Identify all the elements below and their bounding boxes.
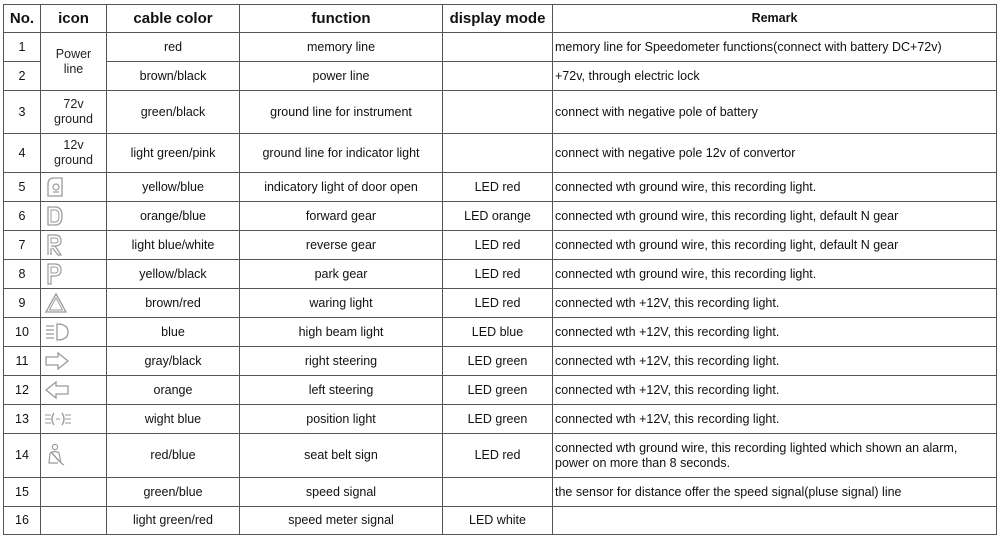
cell-display-mode: LED blue — [443, 318, 553, 347]
cell-no: 9 — [4, 289, 41, 318]
cell-function: position light — [240, 405, 443, 434]
cell-display-mode — [443, 134, 553, 173]
cell-no: 12 — [4, 376, 41, 405]
header-function: function — [240, 5, 443, 33]
cell-no: 4 — [4, 134, 41, 173]
cell-function: forward gear — [240, 202, 443, 231]
table-row — [4, 376, 997, 405]
cell-cable-color: yellow/black — [107, 260, 240, 289]
cell-display-mode — [443, 62, 553, 91]
cell-function: waring light — [240, 289, 443, 318]
forward-gear-D-icon — [41, 202, 107, 231]
cell-cable-color: orange — [107, 376, 240, 405]
cell-no: 8 — [4, 260, 41, 289]
cell-icon-empty — [41, 478, 107, 507]
power-line-label — [41, 33, 107, 91]
remark-line-2: power on more than 8 seconds. — [555, 455, 731, 470]
cell-cable-color: orange/blue — [107, 202, 240, 231]
cell-function: high beam light — [240, 318, 443, 347]
cell-function: indicatory light of door open — [240, 173, 443, 202]
table-row — [4, 434, 997, 478]
cell-no: 14 — [4, 434, 41, 478]
table-row — [4, 134, 997, 173]
seat-belt-icon — [41, 434, 107, 478]
cell-icon-empty — [41, 507, 107, 535]
cell-cable-color: wight blue — [107, 405, 240, 434]
cell-remark: connected wth ground wire, this recording light. — [553, 260, 997, 289]
cell-no: 1 — [4, 33, 41, 62]
warning-triangle-icon — [41, 289, 107, 318]
cell-display-mode: LED green — [443, 347, 553, 376]
table-row — [4, 478, 997, 507]
ground-12v-label-2: ground — [54, 153, 93, 167]
cell-function: right steering — [240, 347, 443, 376]
table-row — [4, 202, 997, 231]
cell-cable-color: gray/black — [107, 347, 240, 376]
cell-function: power line — [240, 62, 443, 91]
cell-display-mode: LED white — [443, 507, 553, 535]
cell-remark: connect with negative pole 12v of convertor — [553, 134, 997, 173]
cell-remark — [553, 507, 997, 535]
cell-no: 11 — [4, 347, 41, 376]
cell-display-mode: LED orange — [443, 202, 553, 231]
reverse-gear-R-icon — [41, 231, 107, 260]
cell-cable-color: red — [107, 33, 240, 62]
ground-12v-label-1: 12v — [63, 138, 84, 152]
cell-no: 6 — [4, 202, 41, 231]
cell-display-mode: LED green — [443, 376, 553, 405]
cell-remark: memory line for Speedometer functions(connect with battery DC+72v) — [553, 33, 997, 62]
power-line-label-1: Power — [55, 46, 92, 61]
right-turn-arrow-icon — [41, 347, 107, 376]
ground-72v-label — [41, 91, 107, 134]
cell-function: memory line — [240, 33, 443, 62]
cell-function: reverse gear — [240, 231, 443, 260]
table-row — [4, 260, 997, 289]
table-row — [4, 62, 997, 91]
table-row — [4, 318, 997, 347]
header-cable-color: cable color — [107, 5, 240, 33]
cell-cable-color: light green/pink — [107, 134, 240, 173]
cell-display-mode: LED red — [443, 173, 553, 202]
ground-72v-label-1: 72v — [63, 97, 84, 111]
power-line-label-2: line — [63, 61, 84, 76]
table-row — [4, 405, 997, 434]
cell-function: ground line for instrument — [240, 91, 443, 134]
cell-cable-color: light blue/white — [107, 231, 240, 260]
cell-function: seat belt sign — [240, 434, 443, 478]
cell-function: speed meter signal — [240, 507, 443, 535]
high-beam-icon — [41, 318, 107, 347]
table-row — [4, 173, 997, 202]
park-gear-P-icon — [41, 260, 107, 289]
ground-72v-label-2: ground — [54, 112, 93, 126]
left-turn-arrow-icon — [41, 376, 107, 405]
cell-cable-color: green/blue — [107, 478, 240, 507]
cell-cable-color: light green/red — [107, 507, 240, 535]
cell-remark: +72v, through electric lock — [553, 62, 997, 91]
cable-function-table — [3, 4, 997, 535]
table-row — [4, 231, 997, 260]
door-open-icon — [41, 173, 107, 202]
cell-remark: connected wth +12V, this recording light. — [553, 289, 997, 318]
cell-display-mode: LED green — [443, 405, 553, 434]
table-row — [4, 347, 997, 376]
header-icon: icon — [41, 5, 107, 33]
table-row — [4, 91, 997, 134]
cell-display-mode: LED red — [443, 289, 553, 318]
cell-remark: connect with negative pole of battery — [553, 91, 997, 134]
cell-cable-color: yellow/blue — [107, 173, 240, 202]
cell-function: park gear — [240, 260, 443, 289]
cell-no: 10 — [4, 318, 41, 347]
cell-no: 3 — [4, 91, 41, 134]
header-display-mode: display mode — [443, 5, 553, 33]
cell-remark: connected wth +12V, this recording light. — [553, 405, 997, 434]
cell-display-mode: LED red — [443, 231, 553, 260]
header-remark: Remark — [553, 5, 997, 33]
ground-12v-label — [41, 134, 107, 173]
cell-no: 7 — [4, 231, 41, 260]
cell-cable-color: brown/black — [107, 62, 240, 91]
position-light-icon — [41, 405, 107, 434]
cell-no: 5 — [4, 173, 41, 202]
table-row — [4, 33, 997, 62]
cell-remark: connected wth +12V, this recording light. — [553, 318, 997, 347]
cell-remark: connected wth +12V, this recording light. — [553, 347, 997, 376]
header-row — [4, 5, 997, 33]
cell-remark: the sensor for distance offer the speed signal(pluse signal) line — [553, 478, 997, 507]
cell-no: 2 — [4, 62, 41, 91]
cell-display-mode — [443, 478, 553, 507]
cell-remark: connected wth ground wire, this recording light, default N gear — [553, 231, 997, 260]
cell-display-mode: LED red — [443, 260, 553, 289]
cell-remark: connected wth ground wire, this recording light. — [553, 173, 997, 202]
cell-cable-color: green/black — [107, 91, 240, 134]
cell-no: 13 — [4, 405, 41, 434]
cell-function: left steering — [240, 376, 443, 405]
remark-line-1: connected wth ground wire, this recording lighted which shown an alarm, — [555, 440, 958, 455]
table-row — [4, 507, 997, 535]
cell-display-mode — [443, 91, 553, 134]
table-row — [4, 289, 997, 318]
cell-remark: connected wth ground wire, this recording light, default N gear — [553, 202, 997, 231]
cell-display-mode: LED red — [443, 434, 553, 478]
header-no: No. — [4, 5, 41, 33]
cell-no: 15 — [4, 478, 41, 507]
cell-function: speed signal — [240, 478, 443, 507]
cell-remark: connected wth +12V, this recording light. — [553, 376, 997, 405]
cell-cable-color: brown/red — [107, 289, 240, 318]
cell-no: 16 — [4, 507, 41, 535]
cell-cable-color: red/blue — [107, 434, 240, 478]
cell-remark — [553, 434, 997, 478]
cell-display-mode — [443, 33, 553, 62]
cell-function: ground line for indicator light — [240, 134, 443, 173]
cell-cable-color: blue — [107, 318, 240, 347]
